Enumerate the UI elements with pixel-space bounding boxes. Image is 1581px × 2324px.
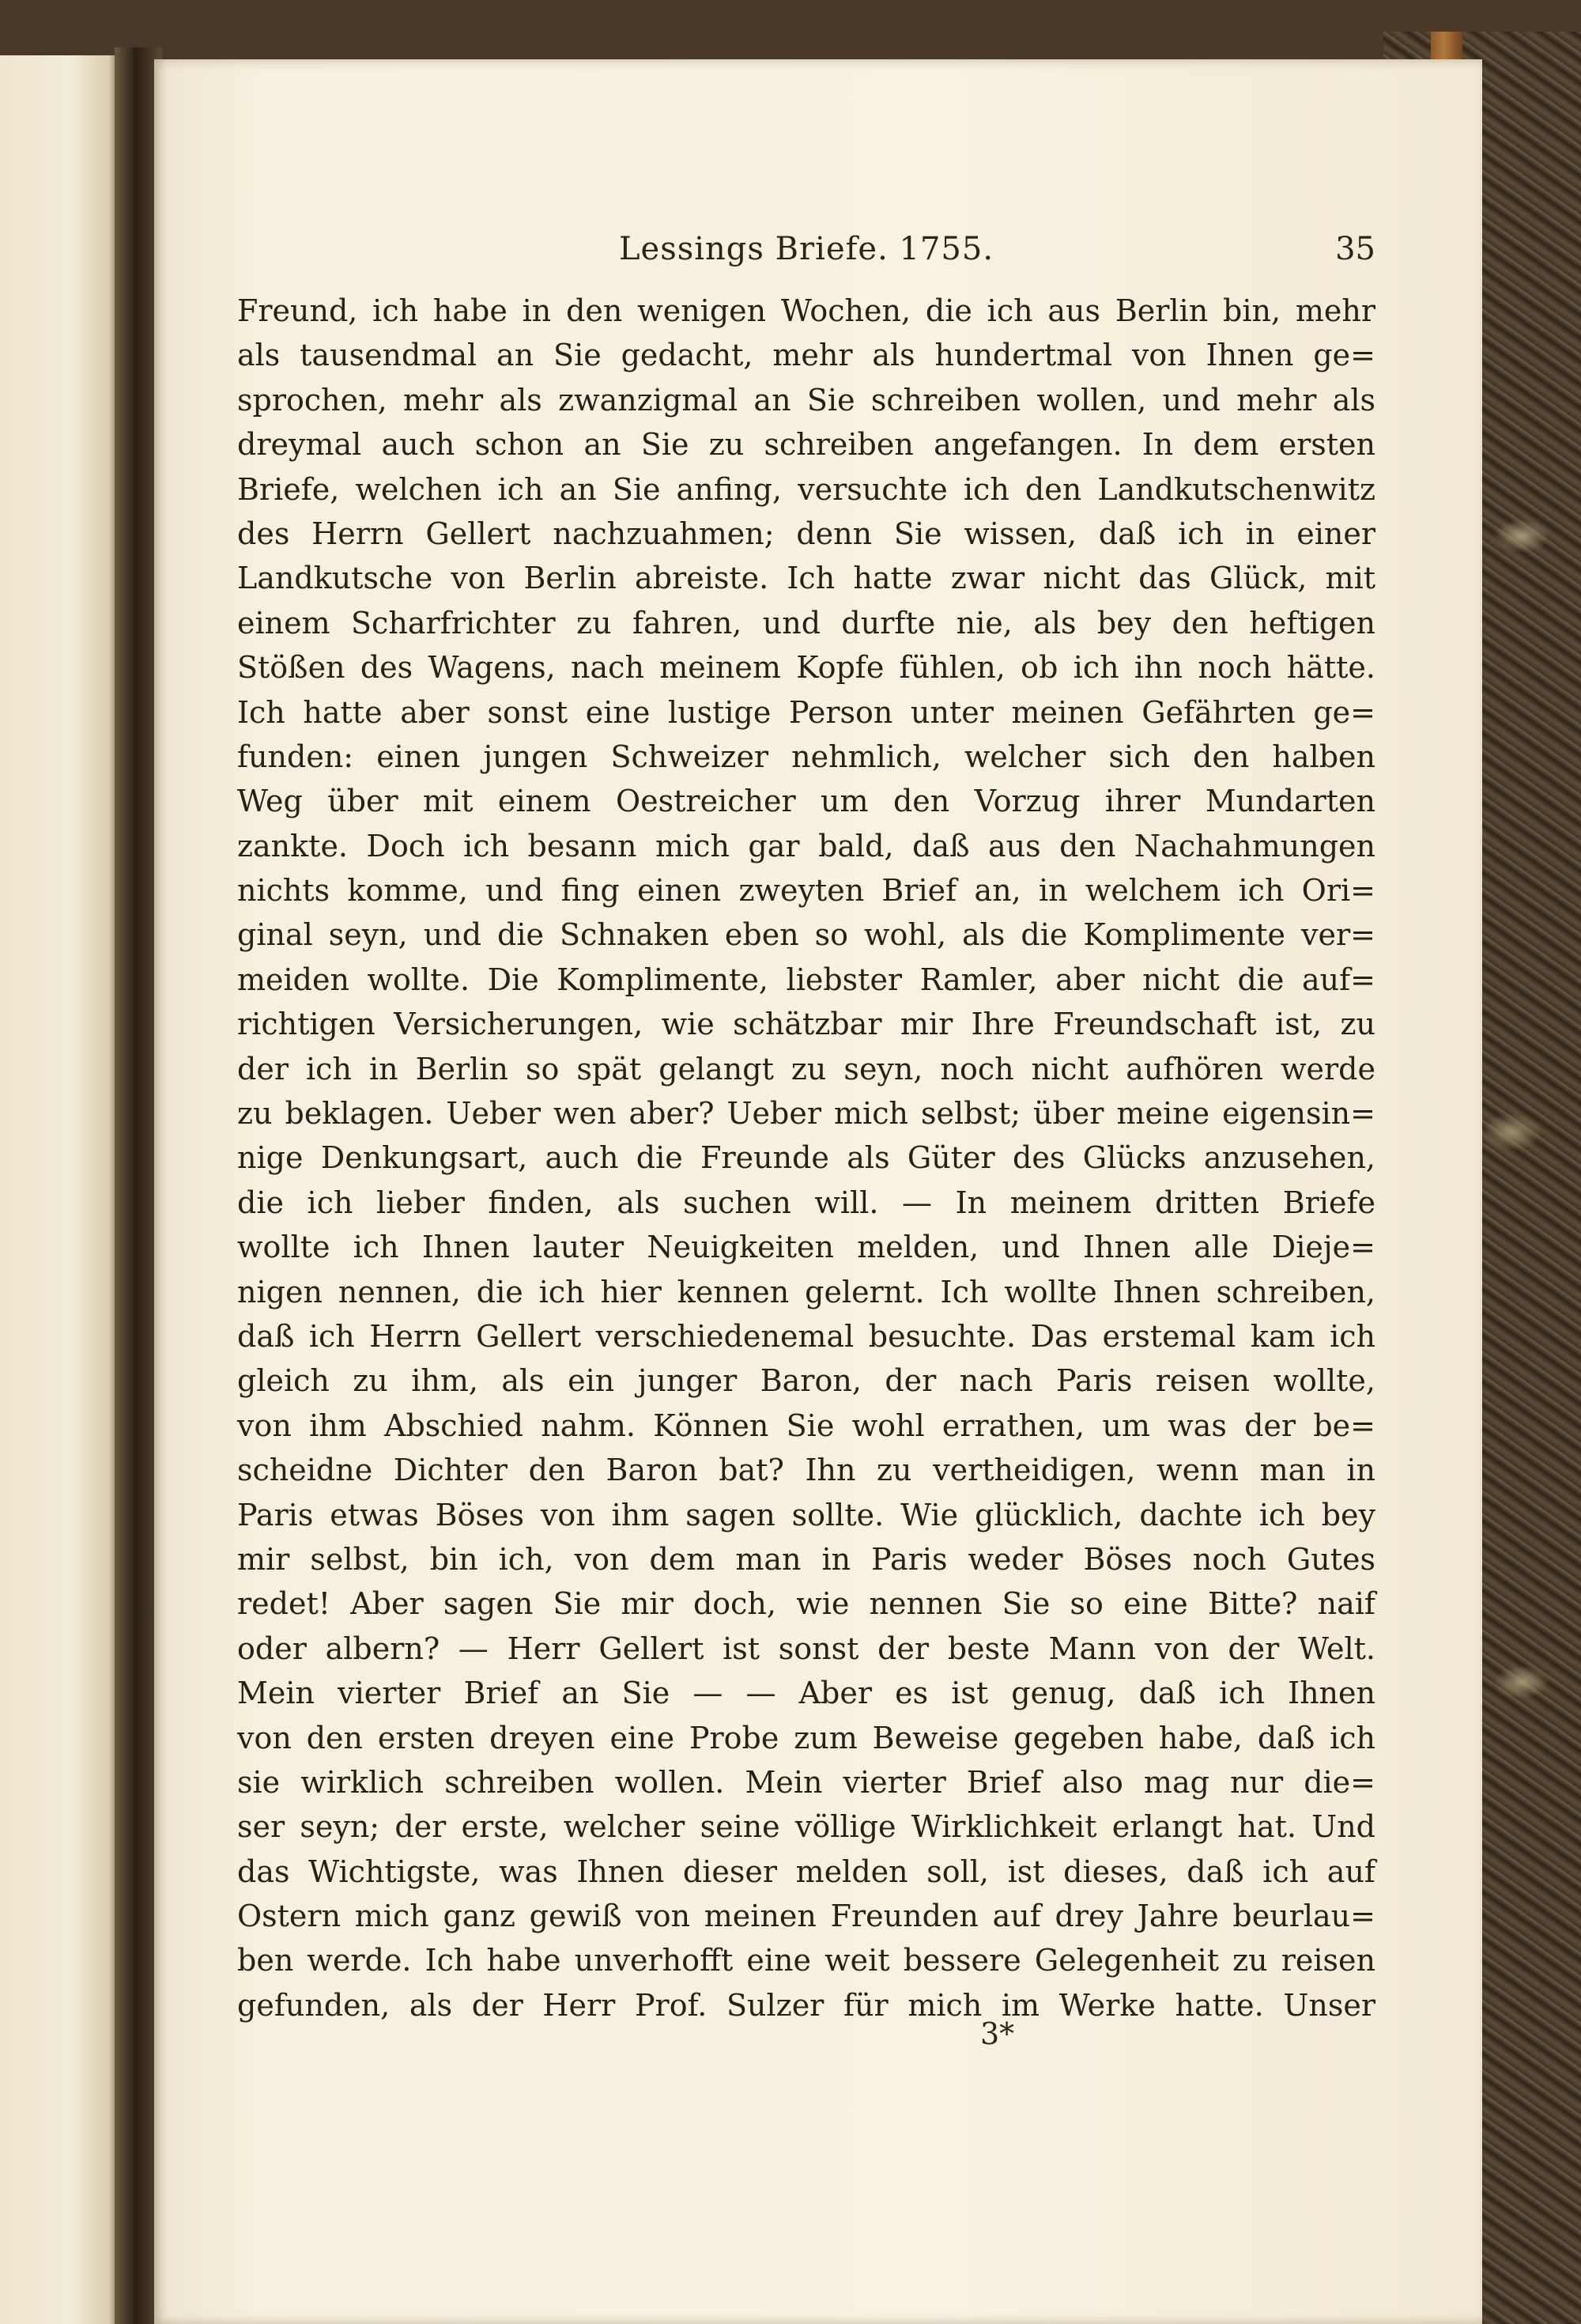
text-line: der ich in Berlin so spät gelangt zu seyn, noch nicht aufhören werde <box>237 1051 1375 1086</box>
text-line: Weg über mit einem Oestreicher um den Vorzug ihrer Mundarten <box>237 784 1375 819</box>
signature-mark: 3* <box>980 2016 1015 2051</box>
text-line: von den ersten dreyen eine Probe zum Beweise gegeben habe, daß ich <box>237 1720 1375 1755</box>
text-line: Ich hatte aber sonst eine lustige Person unter meinen Gefährten ge= <box>237 694 1375 730</box>
text-line: des Herrn Gellert nachzuahmen; denn Sie wissen, daß ich in einer <box>237 516 1375 551</box>
text-line: nigen nennen, die ich hier kennen gelernt. Ich wollte Ihnen schreiben, <box>237 1274 1375 1309</box>
text-line: ser seyn; der erste, welcher seine völlige Wirklichkeit erlangt hat. Und <box>237 1809 1375 1845</box>
text-line: zu beklagen. Ueber wen aber? Ueber mich selbst; über meine eigensin= <box>237 1096 1375 1132</box>
text-line: zankte. Doch ich besann mich gar bald, daß aus den Nachahmungen <box>237 828 1375 863</box>
page-header <box>237 221 1375 277</box>
text-line: ginal seyn, und die Schnaken eben so wohl, als die Komplimente ver= <box>237 917 1375 953</box>
text-line: meiden wollte. Die Komplimente, liebster Ramler, aber nicht die auf= <box>237 962 1375 997</box>
text-line: einem Scharfrichter zu fahren, und durfte nie, als bey den heftigen <box>237 605 1375 641</box>
text-line: wollte ich Ihnen lauter Neuigkeiten melden, und Ihnen alle Dieje= <box>237 1230 1375 1265</box>
text-line: nichts komme, und fing einen zweyten Brief an, in welchem ich Ori= <box>237 873 1375 909</box>
text-line: ben werde. Ich habe unverhofft eine weit bessere Gelegenheit zu reisen <box>237 1943 1375 1978</box>
text-line: das Wichtigste, was Ihnen dieser melden soll, ist dieses, daß ich auf <box>237 1854 1375 1889</box>
text-line: Landkutsche von Berlin abreiste. Ich hatte zwar nicht das Glück, mit <box>237 561 1375 596</box>
body-text <box>237 289 1375 2027</box>
text-line: Paris etwas Böses von ihm sagen sollte. Wie glücklich, dachte ich bey <box>237 1497 1375 1532</box>
text-line: sprochen, mehr als zwanzigmal an Sie schreiben wollen, und mehr als <box>237 382 1375 418</box>
text-line: dreymal auch schon an Sie zu schreiben angefangen. In dem ersten <box>237 427 1375 463</box>
text-line: funden: einen jungen Schweizer nehmlich, welcher sich den halben <box>237 739 1375 774</box>
text-line: sie wirklich schreiben wollen. Mein vierter Brief also mag nur die= <box>237 1764 1375 1800</box>
text-line: gefunden, als der Herr Prof. Sulzer für mich im Werke hatte. Unser <box>237 1987 1375 2023</box>
running-head: Lessings Briefe. 1755. <box>618 231 994 267</box>
text-line: scheidne Dichter den Baron bat? Ihn zu vertheidigen, wenn man in <box>237 1453 1375 1488</box>
left-facing-page <box>0 55 119 2324</box>
book-page <box>154 59 1482 2324</box>
text-line: Ostern mich ganz gewiß von meinen Freunden auf drey Jahre beurlau= <box>237 1899 1375 1934</box>
text-line: nige Denkungsart, auch die Freunde als Güter des Glücks anzusehen, <box>237 1140 1375 1176</box>
text-line: die ich lieber finden, als suchen will. — In meinem dritten Briefe <box>237 1185 1375 1220</box>
text-line: Briefe, welchen ich an Sie anfing, versuchte ich den Landkutschenwitz <box>237 471 1375 507</box>
text-line: richtigen Versicherungen, wie schätzbar mir Ihre Freundschaft ist, zu <box>237 1007 1375 1042</box>
text-line: Freund, ich habe in den wenigen Wochen, die ich aus Berlin bin, mehr <box>237 293 1375 328</box>
text-line: oder albern? — Herr Gellert ist sonst der beste Mann von der Welt. <box>237 1631 1375 1666</box>
text-line: mir selbst, bin ich, von dem man in Paris weder Böses noch Gutes <box>237 1541 1375 1577</box>
text-line: redet! Aber sagen Sie mir doch, wie nennen Sie so eine Bitte? naif <box>237 1586 1375 1622</box>
text-line: als tausendmal an Sie gedacht, mehr als hundertmal von Ihnen ge= <box>237 338 1375 373</box>
text-line: Stößen des Wagens, nach meinem Kopfe fühlen, ob ich ihn noch hätte. <box>237 650 1375 686</box>
text-line: daß ich Herrn Gellert verschiedenemal besuchte. Das erstemal kam ich <box>237 1318 1375 1354</box>
page-number: 35 <box>1335 231 1375 267</box>
text-line: von ihm Abschied nahm. Können Sie wohl errathen, um was der be= <box>237 1408 1375 1443</box>
text-line: gleich zu ihm, als ein junger Baron, der nach Paris reisen wollte, <box>237 1363 1375 1399</box>
text-line: Mein vierter Brief an Sie — — Aber es ist genug, daß ich Ihnen <box>237 1676 1375 1711</box>
